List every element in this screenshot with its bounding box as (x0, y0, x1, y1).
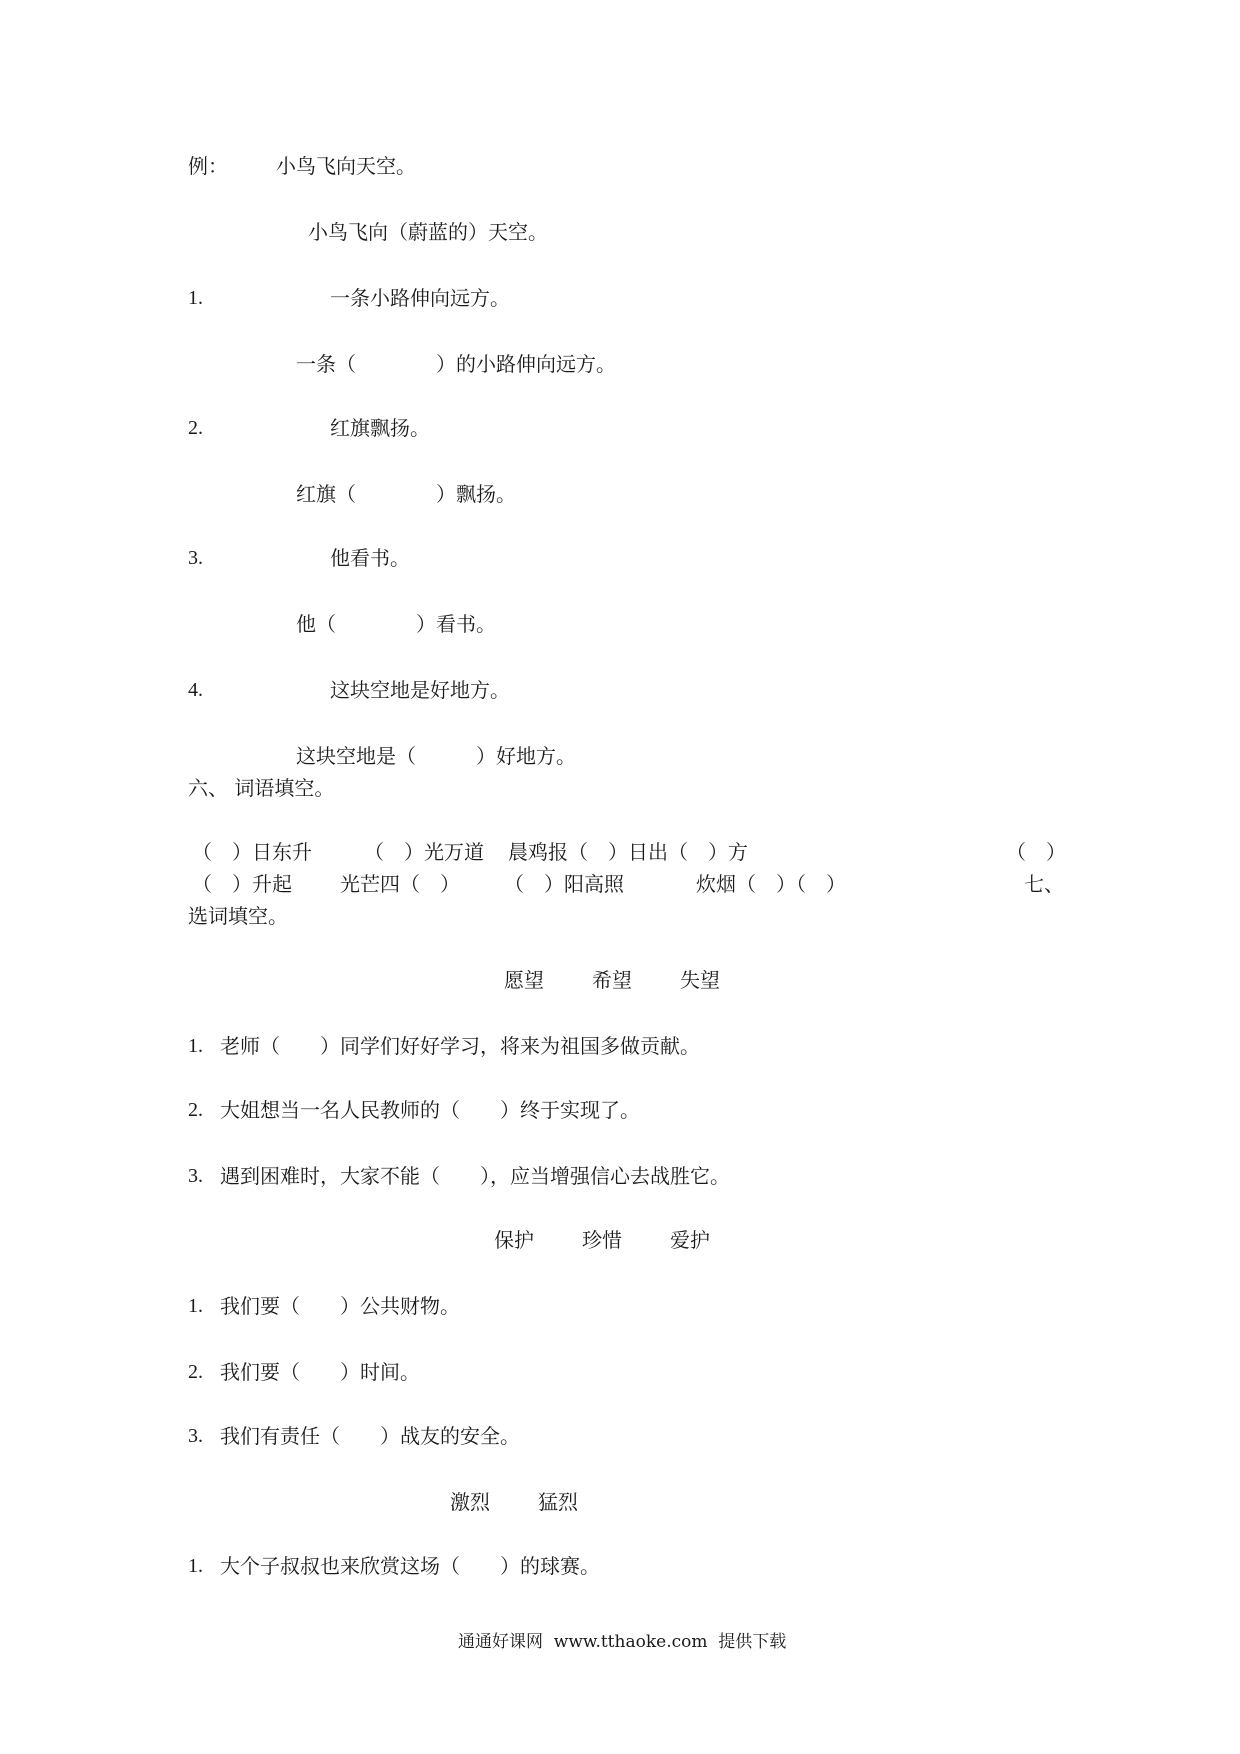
section-6-row2-b: 光芒四（ ） (340, 872, 460, 896)
item-4-number: 4. (188, 679, 203, 701)
item-3-original: 他看书。 (330, 546, 410, 570)
item-3-fill: 他（ ）看书。 (296, 612, 496, 636)
group-2-item-3-text: 我们有责任（ ）战友的安全。 (220, 1424, 520, 1448)
group-2-word-2: 珍惜 (582, 1228, 622, 1252)
group-2-word-3: 爱护 (670, 1228, 710, 1252)
group-1-item-2-number: 2. (188, 1099, 203, 1121)
footer-text: 通通好课网 www.tthaoke.com 提供下载 (458, 1632, 787, 1652)
item-1-fill: 一条（ ）的小路伸向远方。 (296, 352, 616, 376)
section-7-heading-part1: 七、 (1024, 872, 1064, 896)
group-1-item-1-number: 1. (188, 1035, 203, 1057)
section-6-row1-b: （ ）光万道 (364, 840, 484, 864)
section-6-heading: 六、 词语填空。 (188, 776, 335, 800)
section-6-row1-d: （ ） (1006, 840, 1066, 864)
item-3-number: 3. (188, 547, 203, 569)
group-1-item-3-number: 3. (188, 1165, 203, 1187)
item-1-number: 1. (188, 287, 203, 309)
group-2-item-2-text: 我们要（ ）时间。 (220, 1360, 420, 1384)
group-1-word-1: 愿望 (504, 968, 544, 992)
section-6-row1-a: （ ）日东升 (192, 840, 312, 864)
item-4-original: 这块空地是好地方。 (330, 678, 510, 702)
group-1-word-2: 希望 (592, 968, 632, 992)
section-6-row2-c: （ ）阳高照 (504, 872, 624, 896)
group-2-item-1-number: 1. (188, 1295, 203, 1317)
group-2-item-1-text: 我们要（ ）公共财物。 (220, 1294, 460, 1318)
group-1-word-3: 失望 (680, 968, 720, 992)
item-4-fill: 这块空地是（ ）好地方。 (296, 744, 576, 768)
group-3-item-1-text: 大个子叔叔也来欣赏这场（ ）的球赛。 (220, 1554, 600, 1578)
section-7-heading-part2: 选词填空。 (188, 904, 288, 928)
group-3-item-1-number: 1. (188, 1555, 203, 1577)
group-2-item-3-number: 3. (188, 1425, 203, 1447)
group-1-item-3-text: 遇到困难时，大家不能（ ），应当增强信心去战胜它。 (220, 1164, 730, 1188)
group-2-item-2-number: 2. (188, 1361, 203, 1383)
section-6-row2-d: 炊烟（ ）（ ） (696, 872, 846, 896)
item-2-number: 2. (188, 417, 203, 439)
section-6-row2-a: （ ）升起 (192, 872, 292, 896)
example-original: 小鸟飞向天空。 (276, 154, 416, 178)
group-1-item-1-text: 老师（ ）同学们好好学习，将来为祖国多做贡献。 (220, 1034, 700, 1058)
group-3-word-1: 激烈 (450, 1490, 490, 1514)
group-2-word-1: 保护 (494, 1228, 534, 1252)
item-1-original: 一条小路伸向远方。 (330, 286, 510, 310)
example-expanded: 小鸟飞向（蔚蓝的）天空。 (308, 220, 548, 244)
item-2-fill: 红旗（ ）飘扬。 (296, 482, 516, 506)
item-2-original: 红旗飘扬。 (330, 416, 430, 440)
group-3-word-2: 猛烈 (538, 1490, 578, 1514)
section-6-row1-c: 晨鸡报（ ）日出（ ）方 (508, 840, 748, 864)
group-1-item-2-text: 大姐想当一名人民教师的（ ）终于实现了。 (220, 1098, 640, 1122)
example-label: 例： (188, 154, 228, 178)
